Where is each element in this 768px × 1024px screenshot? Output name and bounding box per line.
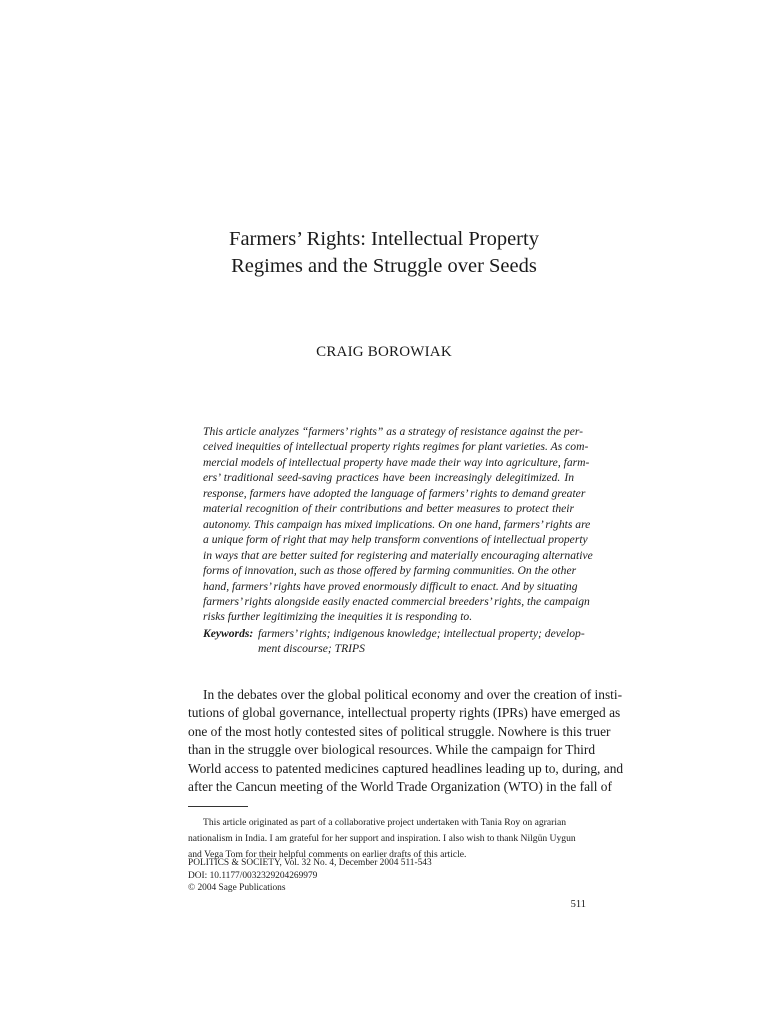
body-line: tutions of global governance, intellectual property rights (IPRs) have emerged as	[188, 705, 621, 721]
abstract	[203, 424, 593, 625]
footnote	[188, 815, 588, 863]
publication-info	[188, 857, 588, 895]
abstract-line: forms of innovation, such as those offered by farming communities. On the other	[203, 564, 577, 578]
body-line: than in the struggle over biological resources. While the campaign for Third	[188, 742, 596, 758]
title-line: Farmers’ Rights: Intellectual Property	[229, 228, 539, 250]
abstract-line: material recognition of their contributions and better measures to protect their	[203, 502, 574, 516]
article-title	[0, 226, 768, 280]
doi-line: DOI: 10.1177/0032329204269979	[188, 870, 318, 881]
footnote-line: and Vega Tom for their helpful comments on earlier drafts of this article.	[188, 849, 467, 860]
abstract-line: ers’ traditional seed-saving practices have been increasingly delegitimized. In	[203, 471, 574, 485]
abstract-line: This article analyzes “farmers’ rights” as a strategy of resistance against the per-	[203, 425, 583, 438]
body-line: In the debates over the global political economy and over the creation of insti-	[203, 687, 623, 702]
body-line: one of the most hotly contested sites of political struggle. Nowhere is this truer	[188, 723, 611, 739]
body-line: World access to patented medicines captured headlines leading up to, during, and	[188, 760, 624, 776]
keywords-label: Keywords:	[203, 627, 254, 640]
abstract-line: farmers’ rights alongside easily enacted commercial breeders’ rights, the campaign	[203, 594, 590, 608]
body-paragraph	[188, 686, 624, 796]
abstract-line: a unique form of right that may help transform conventions of intellectual property	[203, 533, 588, 547]
journal-citation: POLITICS & SOCIETY, Vol. 32 No. 4, December 2004 511-543	[188, 858, 432, 868]
keywords-line: farmers’ rights; indigenous knowledge; intellectual property; develop-	[258, 627, 585, 640]
keywords-list	[258, 626, 585, 657]
body-line: after the Cancun meeting of the World Trade Organization (WTO) in the fall of	[188, 779, 612, 795]
abstract-line: autonomy. This campaign has mixed implications. On one hand, farmers’ rights are	[203, 517, 591, 531]
keywords-line: ment discourse; TRIPS	[258, 642, 365, 656]
footnote-line: nationalism in India. I am grateful for her support and inspiration. I also wish to thank Nilgün Uygun	[188, 833, 576, 844]
footnote-line: This article originated as part of a collaborative project undertaken with Tania Roy on agrarian	[203, 817, 567, 828]
abstract-line: risks further legitimizing the inequities it is responding to.	[203, 610, 473, 624]
title-line: Regimes and the Struggle over Seeds	[231, 255, 537, 277]
abstract-line: ceived inequities of intellectual property rights regimes for plant varieties. As com-	[203, 440, 589, 454]
copyright-line: © 2004 Sage Publications	[188, 883, 286, 893]
abstract-line: mercial models of intellectual property have made their way into agriculture, farm-	[203, 455, 590, 469]
author-name: CRAIG BOROWIAK	[316, 344, 452, 360]
abstract-line: response, farmers have adopted the language of farmers’ rights to demand greater	[203, 486, 586, 500]
abstract-line: hand, farmers’ rights have proved enormously difficult to enact. And by situating	[203, 579, 578, 593]
page-number: 511	[570, 899, 586, 910]
footnote-divider	[188, 806, 248, 807]
abstract-line: in ways that are better suited for registering and materially encouraging alternative	[203, 548, 593, 562]
